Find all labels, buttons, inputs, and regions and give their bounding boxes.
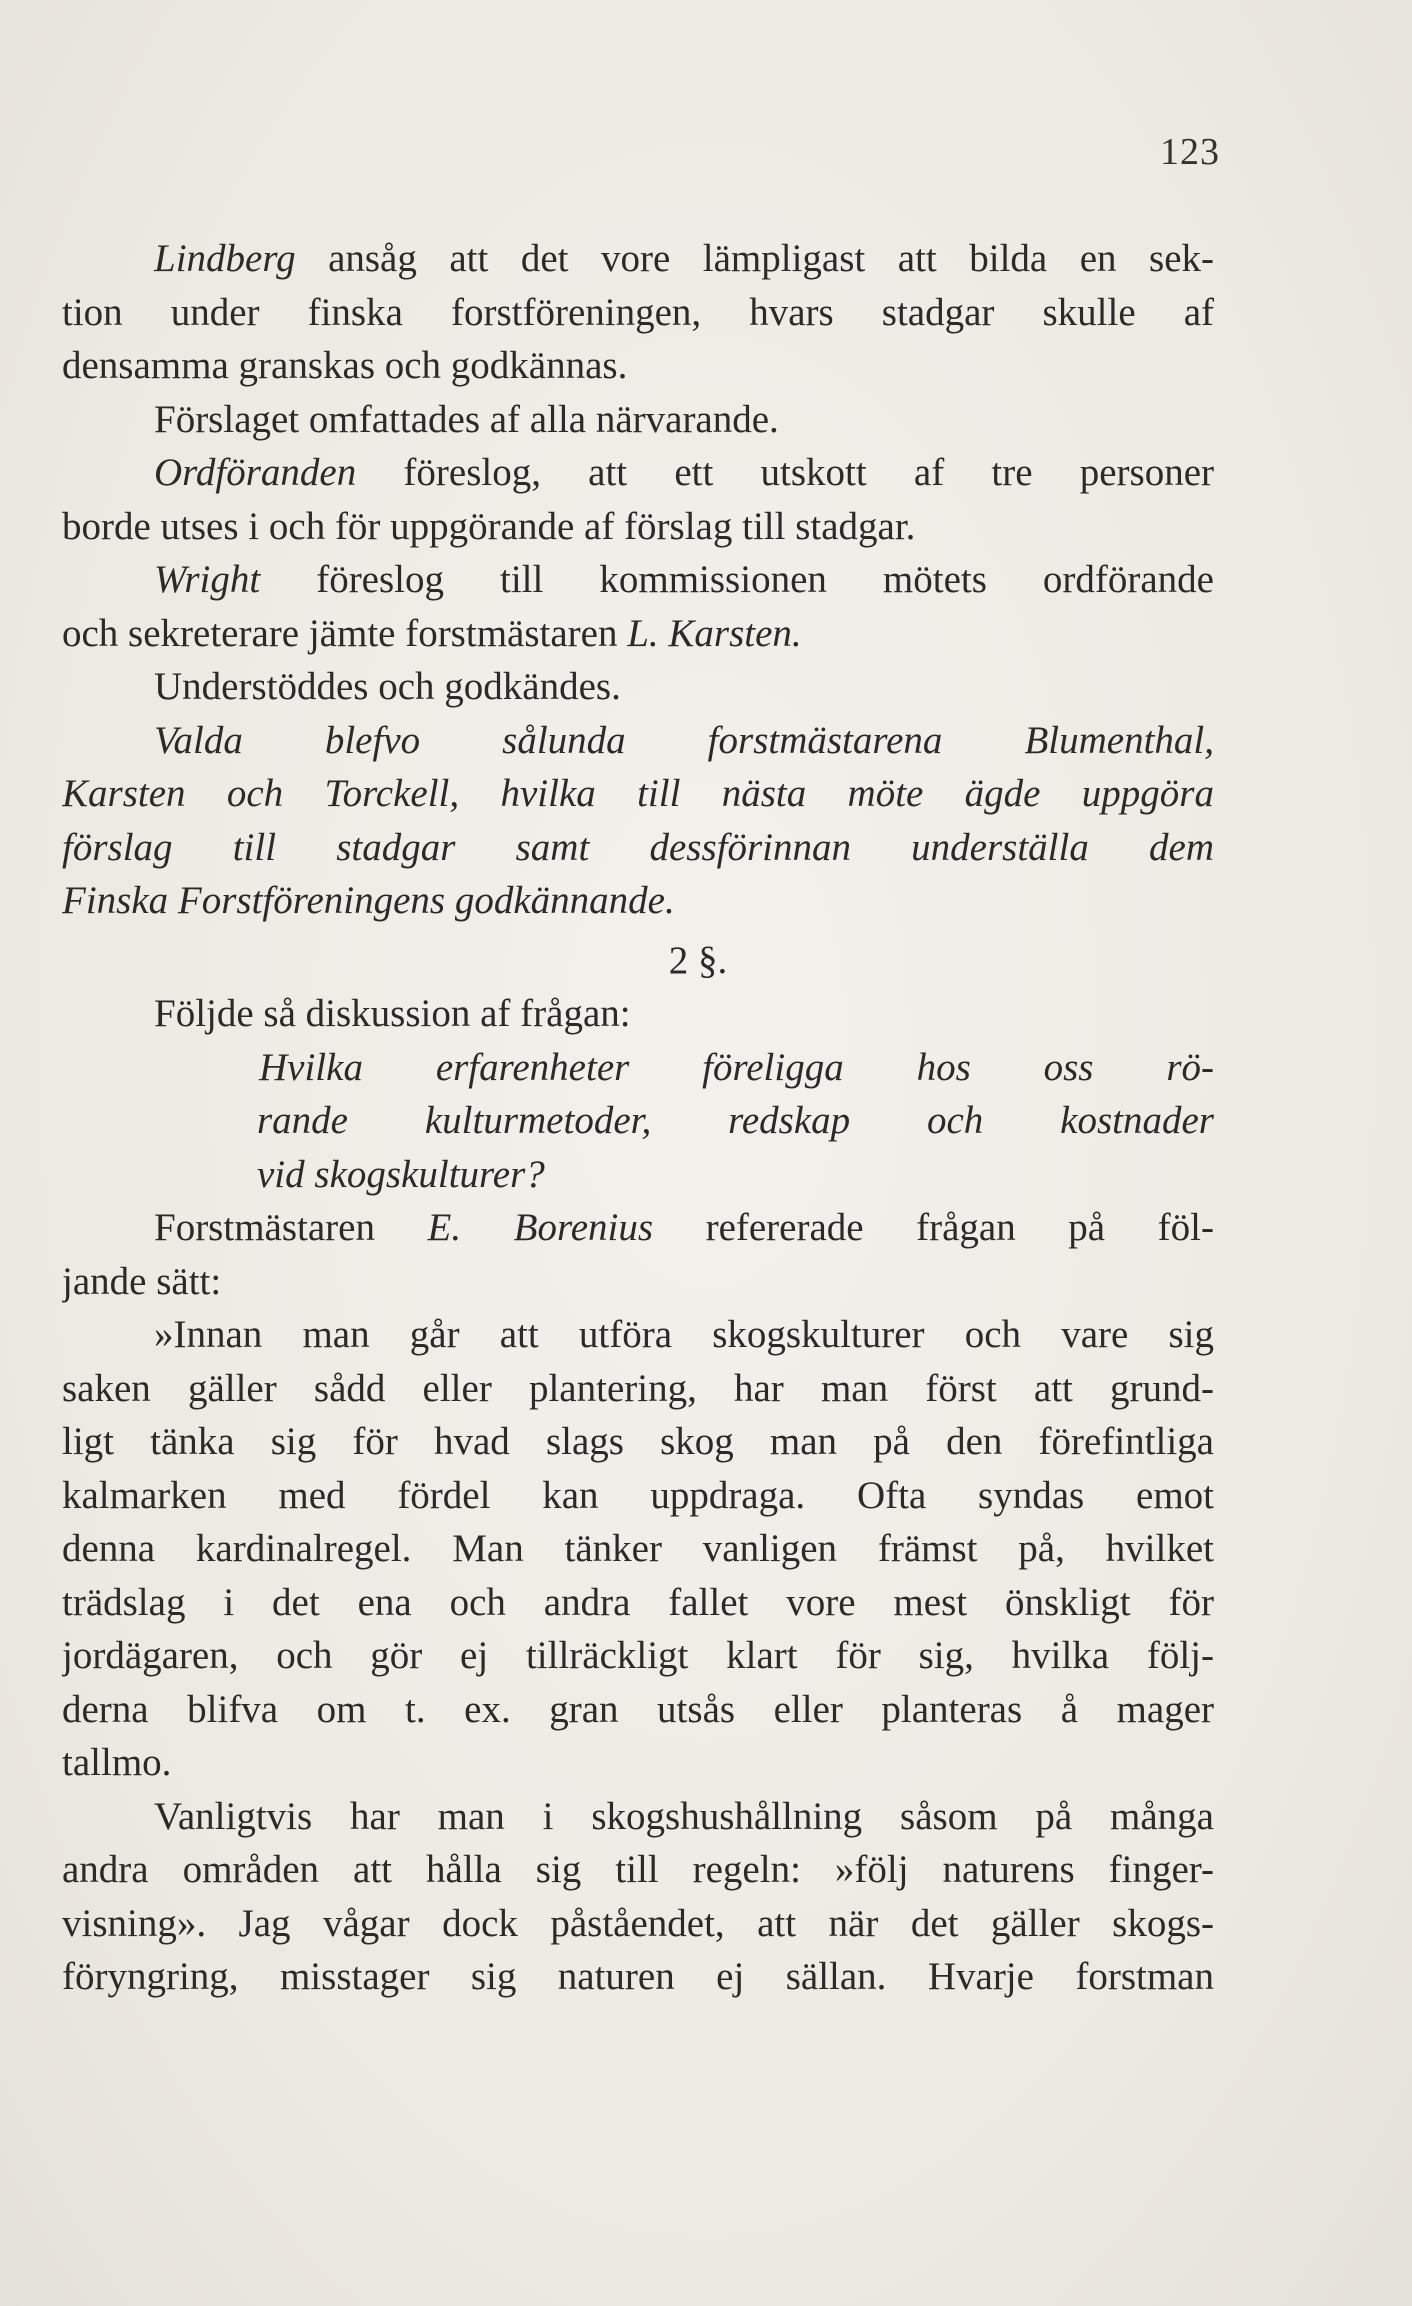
text-line: förslag till stadgar samt dessförinnan underställa dem [62, 825, 1214, 869]
text-line: ligt tänka sig för hvad slags skog man på den förefintliga [62, 1420, 1214, 1463]
text-line: jordägaren, och gör ej tillräckligt klart för sig, hvilka följ- [62, 1634, 1214, 1677]
text-line: »Innan man går att utföra skogskulturer och vare sig [154, 1313, 1214, 1356]
text-line: Wright föreslog till kommissionen mötets ordförande [154, 558, 1214, 601]
text-line: Lindberg ansåg att det vore lämpligast att bilda en sek- [154, 237, 1214, 280]
text-line: tallmo. [62, 1741, 172, 1784]
text-line: visning». Jag vågar dock påståendet, att när det gäller skogs- [62, 1901, 1214, 1945]
question-line: rande kulturmetoder, redskap och kostnader [257, 1099, 1214, 1142]
text-line: och sekreterare jämte forstmästaren L. Karsten. [62, 611, 802, 655]
text-line: Valda blefvo sålunda forstmästarena Blumenthal, [154, 718, 1214, 762]
text-line: trädslag i det ena och andra fallet vore mest önskligt för [62, 1580, 1214, 1624]
text-line: denna kardinalregel. Man tänker vanligen främst på, hvilket [62, 1527, 1214, 1570]
text-line: kalmarken med fördel kan uppdraga. Ofta syndas emot [62, 1473, 1214, 1517]
question-line: Hvilka erfarenheter föreligga hos oss rö- [259, 1045, 1214, 1089]
section-heading: 2 §. [668, 938, 728, 982]
text-line: Finska Forstföreningens godkännande. [62, 879, 675, 922]
text-line: Följde så diskussion af frågan: [154, 992, 631, 1035]
body-text [62, 232, 1214, 2004]
text-line: Ordföranden föreslog, att ett utskott af tre personer [154, 451, 1214, 494]
text-line: Forstmästaren E. Borenius refererade frågan på föl- [154, 1206, 1214, 1249]
text-line: borde utses i och för uppgörande af förslag till stadgar. [62, 504, 916, 548]
text-line: saken gäller sådd eller plantering, har man först att grund- [62, 1366, 1214, 1410]
text-line: tion under finska forstföreningen, hvars stadgar skulle af [62, 290, 1214, 334]
text-line: Understöddes och godkändes. [154, 665, 621, 708]
page-number: 123 [1160, 131, 1220, 173]
text-line: jande sätt: [62, 1259, 222, 1303]
text-line: densamma granskas och godkännas. [62, 344, 628, 387]
question-line: vid skogskulturer? [257, 1152, 545, 1196]
text-line: Förslaget omfattades af alla närvarande. [154, 397, 779, 441]
text-line: föryngring, misstager sig naturen ej sällan. Hvarje forstman [62, 1955, 1214, 1998]
text-line: Vanligtvis har man i skogshushållning såsom på många [154, 1794, 1214, 1838]
text-line: derna blifva om t. ex. gran utsås eller planteras å mager [62, 1687, 1214, 1731]
text-line: Karsten och Torckell, hvilka till nästa möte ägde uppgöra [62, 772, 1214, 815]
text-line: andra områden att hålla sig till regeln: »följ naturens finger- [62, 1848, 1214, 1891]
